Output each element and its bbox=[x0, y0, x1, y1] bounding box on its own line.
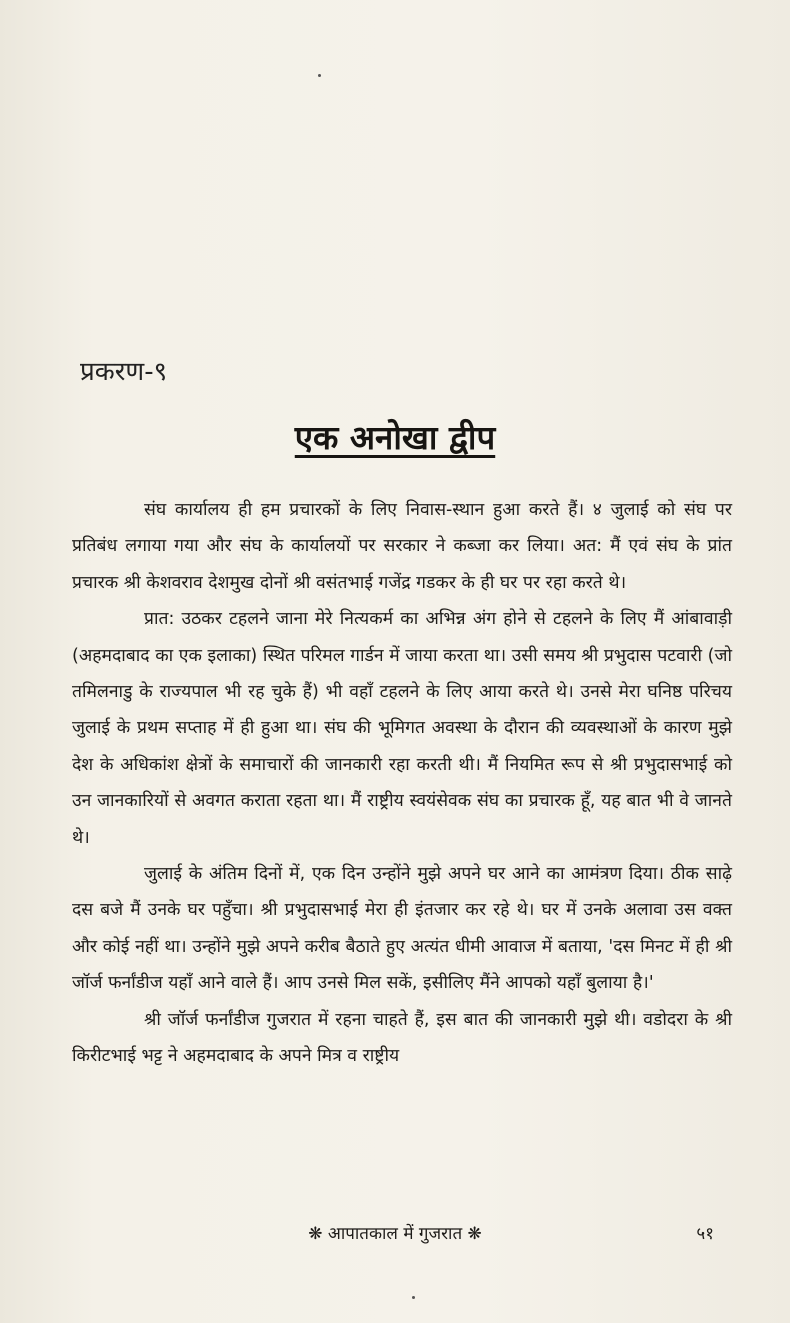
paragraph: श्री जॉर्ज फर्नांडीज गुजरात में रहना चाहते हैं, इस बात की जानकारी मुझे थी। वडोदरा के श्री किरीटभाई भट्ट ने अहमदाबाद के अपने मित्र व राष्ट्रीय bbox=[72, 1009, 732, 1067]
page-number: ५१ bbox=[696, 1224, 714, 1244]
chapter-title: एक अनोखा द्वीप bbox=[294, 418, 496, 457]
paragraph: जुलाई के अंतिम दिनों में, एक दिन उन्होंने मुझे अपने घर आने का आमंत्रण दिया। ठीक साढ़े दस बजे मैं उनके घर पहुँचा। श्री प्रभुदासभाई मेरा ही इंतजार कर रहे थे। घर में उनके अलावा उस वक्त और कोई नहीं था। उन्होंने मुझे अपने करीब बैठाते हुए अत्यंत धीमी आवाज में बताया, 'दस मिनट में ही श्री जॉर्ज फर्नांडीज यहाँ आने वाले हैं। आप उनसे मिल सकें, इसीलिए मैंने आपको यहाँ बुलाया है।' bbox=[72, 864, 732, 994]
chapter-label: प्रकरण-९ bbox=[80, 357, 168, 387]
paragraph: संघ कार्यालय ही हम प्रचारकों के लिए निवास-स्थान हुआ करते हैं। ४ जुलाई को संघ पर प्रतिबंध लगाया गया और संघ के कार्यालयों पर सरकार ने कब्जा कर लिया। अत: मैं एवं संघ के प्रांत प्रचारक श्री केशवराव देशमुख दोनों श्री वसंतभाई गजेंद्र गडकर के ही घर पर रहा करते थे। bbox=[72, 500, 732, 593]
running-title: ❋ आपातकाल में गुजरात ❋ bbox=[308, 1224, 482, 1244]
body-text bbox=[72, 492, 732, 1075]
speck-bottom bbox=[412, 1296, 415, 1299]
speck-top bbox=[318, 74, 321, 77]
show-through-background bbox=[80, 108, 740, 174]
paragraph: प्रात: उठकर टहलने जाना मेरे नित्यकर्म का अभिन्न अंग होने से टहलने के लिए मैं आंबावाड़ी (अहमदाबाद का एक इलाका) स्थित परिमल गार्डन में जाया करता था। उसी समय श्री प्रभुदास पटवारी (जो तमिलनाडु के राज्यपाल भी रह चुके हैं) भी वहाँ टहलने के लिए आया करते थे। उनसे मेरा घनिष्ठ परिचय जुलाई के प्रथम सप्ताह में ही हुआ था। संघ की भूमिगत अवस्था के दौरान की व्यवस्थाओं के कारण मुझे देश के अधिकांश क्षेत्रों के समाचारों की जानकारी रहा करती थी। मैं नियमित रूप से श्री प्रभुदासभाई को उन जानकारियों से अवगत कराता रहता था। मैं राष्ट्रीय स्वयंसेवक संघ का प्रचारक हूँ, यह बात भी वे जानते थे। bbox=[72, 609, 732, 848]
